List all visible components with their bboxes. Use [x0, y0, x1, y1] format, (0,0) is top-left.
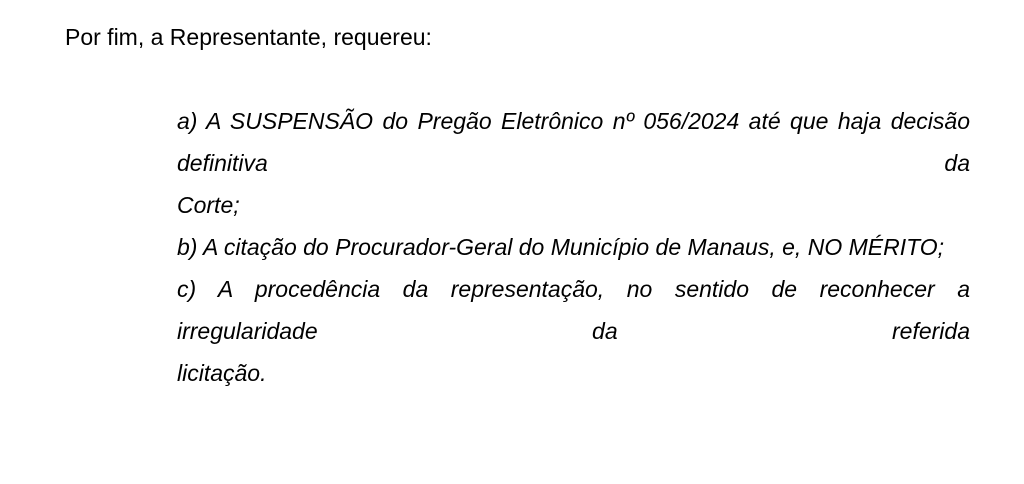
quote-item-c-line-1: c) A procedência da representação, no sentido de reconhecer a irregularidade da referida	[177, 276, 970, 344]
quote-item-a-line-2: Corte;	[177, 192, 240, 218]
quote-item-b	[177, 226, 970, 268]
quote-item-b-line-1: b) A citação do Procurador-Geral do Município de Manaus, e, NO MÉRITO;	[177, 234, 945, 260]
intro-paragraph: Por fim, a Representante, requereu:	[65, 24, 432, 50]
quote-item-c-line-2: licitação.	[177, 360, 267, 386]
quote-item-c	[177, 268, 970, 394]
block-quote	[177, 100, 970, 394]
quote-item-a	[177, 100, 970, 226]
quote-item-a-line-1: a) A SUSPENSÃO do Pregão Eletrônico nº 056/2024 até que haja decisão definitiva da	[177, 108, 970, 176]
